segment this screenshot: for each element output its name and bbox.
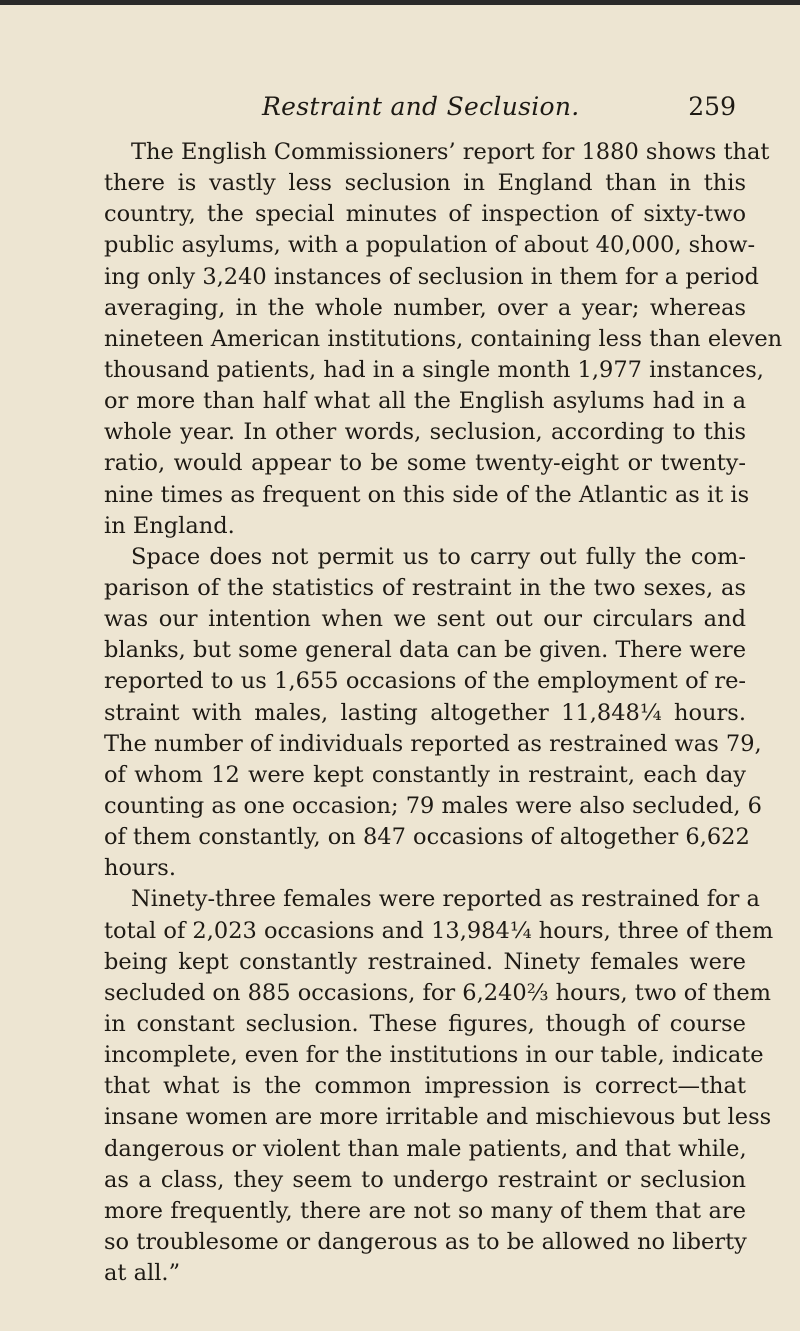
top-border-rule [0, 0, 800, 5]
text-line: of them constantly, on 847 occasions of altogether 6,622 [104, 824, 750, 851]
text-line: was our intention when we sent out our circulars and [104, 606, 746, 633]
text-line: there is vastly less seclusion in England than in this [104, 170, 746, 197]
text-line: of whom 12 were kept constantly in restraint, each day [104, 761, 746, 788]
text-line: being kept constantly restrained. Ninety females were [104, 948, 746, 975]
text-line: nineteen American institutions, containing less than eleven [104, 325, 783, 352]
page-number: 259 [688, 92, 736, 121]
text-line: country, the special minutes of inspection of sixty-two [104, 201, 746, 228]
text-line: reported to us 1,655 occasions of the employment of re- [104, 668, 746, 695]
text-line: whole year. In other words, seclusion, according to this [104, 419, 746, 446]
text-line: parison of the statistics of restraint in the two sexes, as [104, 574, 746, 601]
text-line: so troublesome or dangerous as to be allowed no liberty [104, 1228, 747, 1255]
text-line: counting as one occasion; 79 males were also secluded, 6 [104, 792, 762, 819]
text-line: in England. [104, 512, 235, 539]
text-line: straint with males, lasting altogether 11,848¼ hours. [104, 699, 746, 726]
text-line: averaging, in the whole number, over a year; whereas [104, 294, 746, 321]
text-line: ing only 3,240 instances of seclusion in them for a period [104, 263, 759, 290]
text-line: at all.” [104, 1260, 181, 1287]
text-line: blanks, but some general data can be given. There were [104, 637, 747, 664]
text-line: more frequently, there are not so many of them that are [104, 1197, 746, 1224]
text-line: thousand patients, had in a single month 1,977 instances, [104, 356, 764, 383]
text-line: total of 2,023 occasions and 13,984¼ hours, three of them [104, 917, 774, 944]
text-line: in constant seclusion. These figures, though of course [104, 1010, 746, 1037]
text-line: dangerous or violent than male patients, and that while, [104, 1135, 747, 1162]
text-line: The number of individuals reported as restrained was 79, [104, 730, 762, 757]
text-line: incomplete, even for the institutions in our table, indicate [104, 1042, 764, 1069]
text-line: The English Commissioners’ report for 1880 shows that [131, 139, 770, 165]
text-line: Ninety-three females were reported as restrained for a [131, 886, 760, 913]
text-line: insane women are more irritable and mischievous but less [104, 1104, 772, 1131]
text-line: or more than half what all the English asylums had in a [104, 388, 746, 415]
text-line: nine times as frequent on this side of the Atlantic as it is [104, 481, 750, 508]
body-text [104, 137, 783, 1289]
running-header [0, 92, 800, 126]
text-line: ratio, would appear to be some twenty-eight or twenty- [104, 450, 746, 477]
text-line: Space does not permit us to carry out fully the com- [131, 543, 746, 570]
text-line: secluded on 885 occasions, for 6,240⅔ hours, two of them [104, 979, 772, 1006]
text-line: hours. [104, 855, 176, 882]
running-title: Restraint and Seclusion. [262, 92, 580, 121]
text-line: that what is the common impression is correct—that [104, 1073, 746, 1100]
text-line: public asylums, with a population of about 40,000, show- [104, 232, 756, 259]
text-line: as a class, they seem to undergo restraint or seclusion [104, 1166, 746, 1193]
